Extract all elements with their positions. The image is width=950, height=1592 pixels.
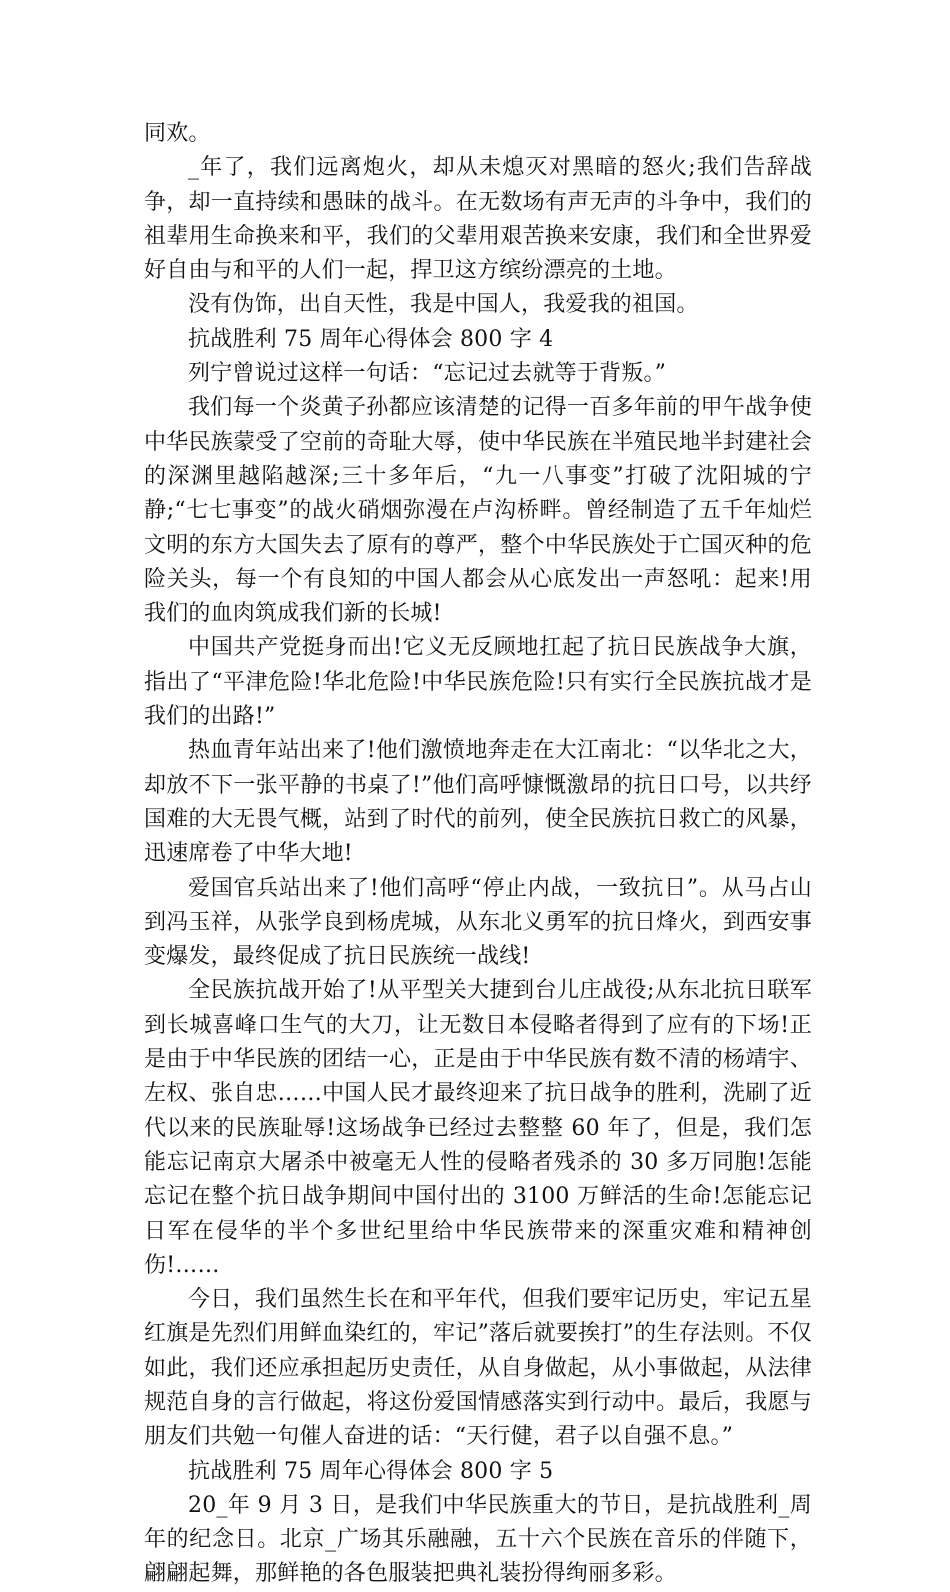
paragraph: 20_年 9 月 3 日，是我们中华民族重大的节日，是抗战胜利_周年的纪念日。北京_广场其乐融融，五十六个民族在音乐的伴随下，翩翩起舞，那鲜艳的各色服装把典礼装扮得绚丽多彩。 [144, 1492, 812, 1587]
paragraph: 热血青年站出来了!他们激愤地奔走在大江南北：“以华北之大，却放不下一张平静的书桌了!”他们高呼慷慨激昂的抗日口号，以共纾国难的大无畏气概，站到了时代的前列，使全民族抗日救亡的风暴，迅速席卷了中华大地! [144, 738, 812, 867]
paragraph: 今日，我们虽然生长在和平年代，但我们要牢记历史，牢记五星红旗是先烈们用鲜血染红的，牢记”落后就要挨打”的生存法则。不仅如此，我们还应承担起历史责任，从自身做起，从小事做起，从法律规范自身的言行做起，将这份爱国情感落实到行动中。最后，我愿与朋友们共勉一句催人奋进的话：“天行健，君子以自强不息。” [144, 1287, 812, 1450]
paragraph: 我们每一个炎黄子孙都应该清楚的记得一百多年前的甲午战争使中华民族蒙受了空前的奇耻大辱，使中华民族在半殖民地半封建社会的深渊里越陷越深;三十多年后，“九一八事变”打破了沈阳城的宁静;“七七事变”的战火硝烟弥漫在卢沟桥畔。曾经制造了五千年灿烂文明的东方大国失去了原有的尊严，整个中华民族处于亡国灭种的危险关头，每一个有良知的中国人都会从心底发出一声怒吼：起来!用我们的血肉筑成我们新的长城! [144, 395, 812, 627]
paragraph: 中国共产党挺身而出!它义无反顾地扛起了抗日民族战争大旗，指出了“平津危险!华北危险!中华民族危险!只有实行全民族抗战才是我们的出路!” [144, 635, 812, 730]
section-heading: 抗战胜利 75 周年心得体会 800 字 4 [188, 326, 554, 352]
section-heading: 抗战胜利 75 周年心得体会 800 字 5 [188, 1458, 554, 1484]
paragraph: _年了，我们远离炮火，却从未熄灭对黑暗的怒火;我们告辞战争，却一直持续和愚昧的战斗。在无数场有声无声的斗争中，我们的祖辈用生命换来和平，我们的父辈用艰苦换来安康，我们和全世界爱好自由与和平的人们一起，捍卫这方缤纷漂亮的土地。 [144, 155, 812, 284]
paragraph: 同欢。 [144, 121, 211, 146]
paragraph: 没有伪饰，出自天性，我是中国人，我爱我的祖国。 [188, 292, 699, 318]
paragraph: 列宁曾说过这样一句话：“忘记过去就等于背叛。” [188, 361, 667, 387]
paragraph: 爱国官兵站出来了!他们高呼“停止内战，一致抗日”。从马占山到冯玉祥，从张学良到杨虎城，从东北义勇军的抗日烽火，到西安事变爆发，最终促成了抗日民族统一战线! [144, 875, 812, 970]
paragraph: 全民族抗战开始了!从平型关大捷到台儿庄战役;从东北抗日联军到长城喜峰口生气的大刀，让无数日本侵略者得到了应有的下场!正是由于中华民族的团结一心，正是由于中华民族有数不清的杨靖宇、左权、张自忠……中国人民才最终迎来了抗日战争的胜利，洗刷了近代以来的民族耻辱!这场战争已经过去整整 60 年了，但是，我们怎能忘记南京大屠杀中被毫无人性的侵略者残杀的 30 多万同胞!怎能忘记在整个抗日战争期间中国付出的 3100 万鲜活的生命!怎能忘记日军在侵华的半个多世纪里给中华民族带来的深重灾难和精神创伤!…… [144, 978, 812, 1278]
document-body [144, 117, 812, 1592]
